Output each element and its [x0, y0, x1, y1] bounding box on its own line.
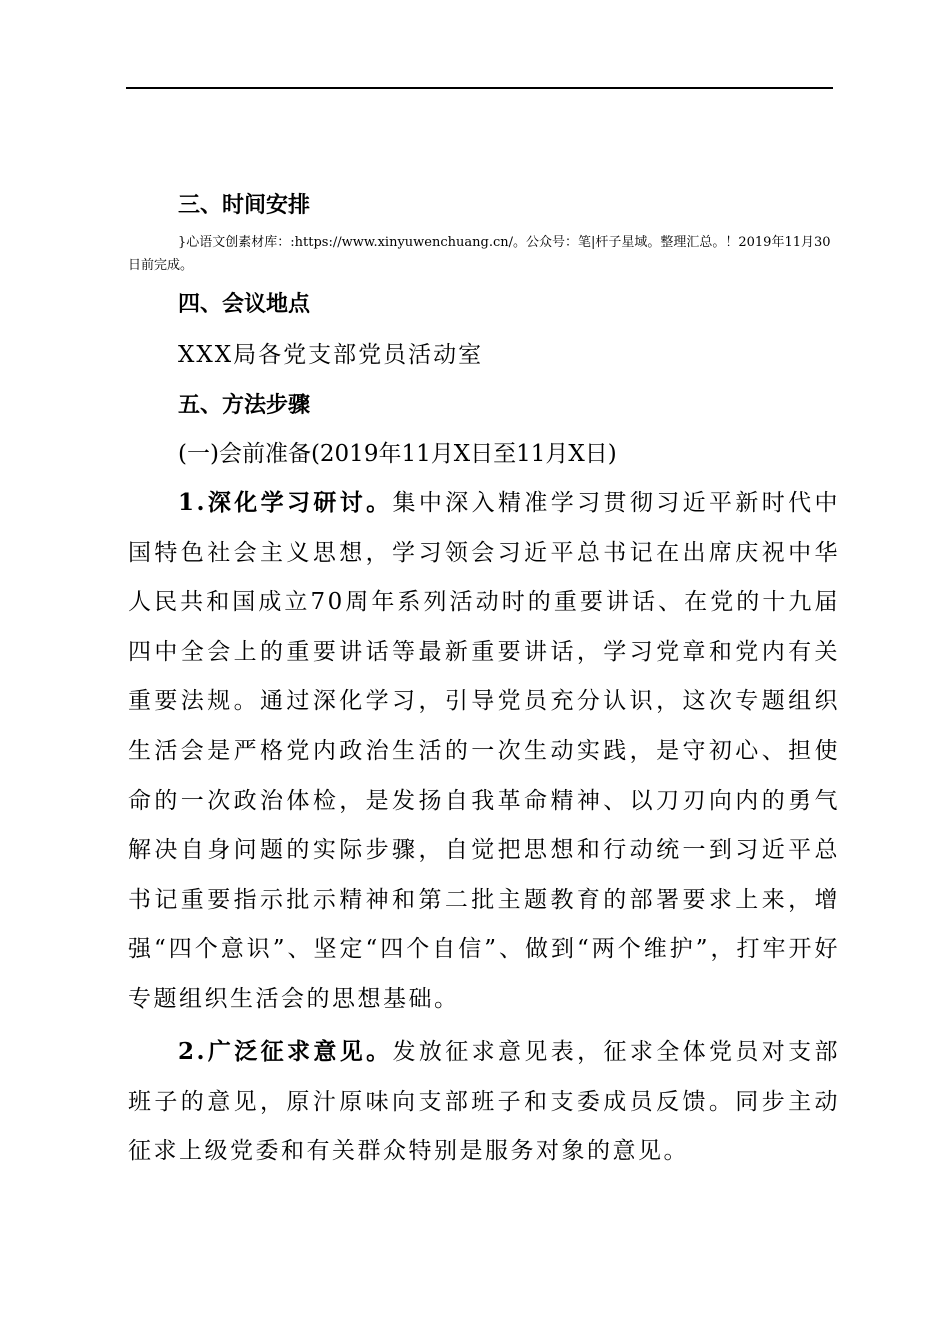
subsection-heading: (一)会前准备(2019年11月X日至11月X日) [178, 441, 617, 467]
section-4-heading: 四、会议地点 [178, 292, 311, 317]
item-1-body: 集中深入精准学习贯彻习近平新时代中国特色社会主义思想，学习领会习近平总书记在出席庆祝中华人民共和国成立70周年系列活动时的重要讲话、在党的十九届四中全会上的重要讲话等最新重要讲话，学习党章和党内有关重要法规。通过深化学习，引导党员充分认识，这次专题组织生活会是严格党内政治生活的一次生动实践，是守初心、担使命的一次政治体检，是发扬自我革命精神、以刀刃向内的勇气解决自身问题的实际步骤，自觉把思想和行动统一到习近平总书记重要指示批示精神和第二批主题教育的部署要求上来，增强“四个意识”、坚定“四个自信”、做到“两个维护”，打牢开好专题组织生活会的思想基础。 [128, 490, 841, 1012]
item-2-paragraph [128, 1027, 840, 1177]
item-1-title: 1.深化学习研讨。 [178, 489, 393, 516]
section-5-heading: 五、方法步骤 [178, 393, 311, 418]
item-2-title: 2.广泛征求意见。 [178, 1038, 393, 1065]
schedule-note: }心语文创素材库：:https://www.xinyuwenchuang.cn/。公众号：笔|杆子星域。整理汇总。！2019年11月30日前完成。 [128, 235, 831, 273]
item-1-paragraph [128, 478, 840, 1025]
item-2-body: 发放征求意见表，征求全体党员对支部班子的意见，原汁原味向支部班子和支委成员反馈。同步主动征求上级党委和有关群众特别是服务对象的意见。 [128, 1039, 841, 1165]
header-rule [126, 87, 833, 89]
meeting-location: XXX局各党支部党员活动室 [178, 342, 484, 368]
section-3-heading: 三、时间安排 [178, 193, 311, 218]
